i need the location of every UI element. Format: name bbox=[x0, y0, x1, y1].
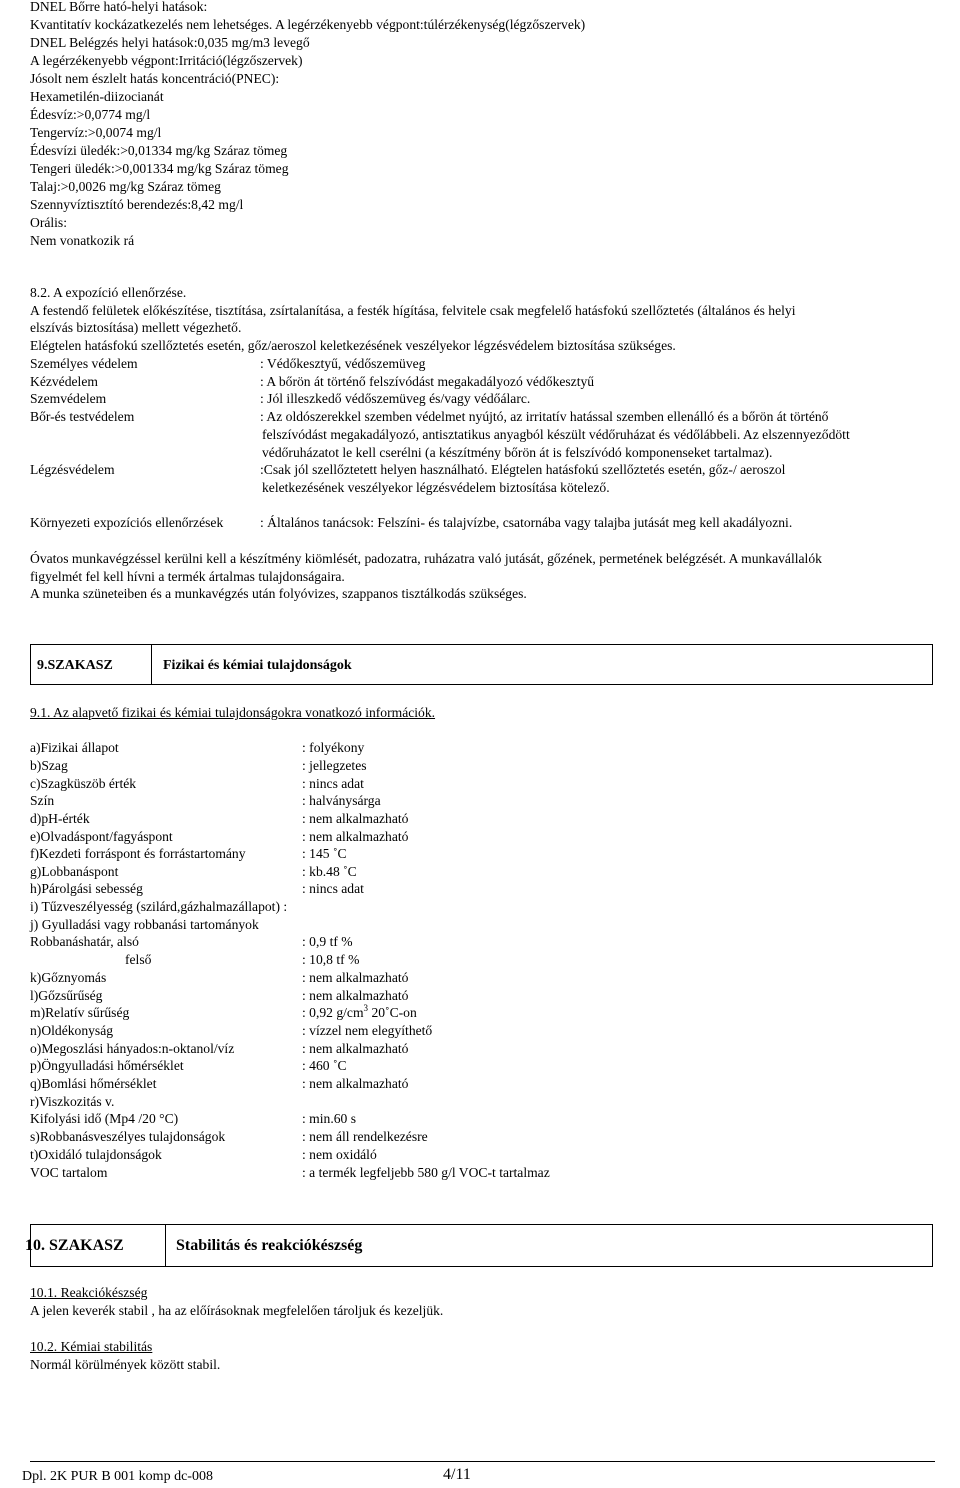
section-10-header-box bbox=[25, 1224, 933, 1267]
property-value bbox=[302, 1146, 377, 1164]
section-number: 9.SZAKASZ bbox=[37, 658, 113, 673]
property-value bbox=[302, 969, 408, 987]
text-line: Édesvíz:>0,0774 mg/l bbox=[30, 107, 151, 122]
property-label: o)Megoszlási hányados:n-oktanol/víz bbox=[30, 1041, 235, 1056]
protection-value: : Általános tanácsok: Felszíni- és talajvízbe, csatornába vagy talajba jutását meg kell akadályozni. bbox=[260, 515, 793, 530]
text-line: DNEL Belégzés helyi hatások:0,035 mg/m3 levegő bbox=[30, 35, 310, 50]
property-label: j) Gyulladási vagy robbanási tartományok bbox=[30, 917, 259, 932]
property-value-text: : 10,8 tf % bbox=[302, 952, 360, 967]
property-label: p)Öngyulladási hőmérséklet bbox=[30, 1058, 184, 1073]
property-label: Szín bbox=[30, 793, 55, 808]
property-value-text: : nem áll rendelkezésre bbox=[302, 1129, 428, 1144]
property-value-text: : nem alkalmazható bbox=[302, 970, 409, 985]
property-value-suffix: 20˚C-on bbox=[368, 1005, 417, 1020]
property-value bbox=[302, 951, 359, 969]
protection-label: Légzésvédelem bbox=[30, 462, 115, 477]
text-line: Kvantitatív kockázatkezelés nem lehetséges. A legérzékenyebb végpont:túlérzékenység(légzőszervek) bbox=[30, 17, 586, 32]
footer-doc-id: Dpl. 2K PUR B 001 komp dc-008 bbox=[22, 1469, 213, 1484]
property-label: i) Tűzveszélyesség (szilárd,gázhalmazállapot) : bbox=[30, 899, 288, 914]
property-value-text: : min.60 s bbox=[302, 1111, 357, 1126]
protection-value: védőruházatot le kell cserélni (a készítmény bőrön át is felszívódó komponenseket tartalmaz). bbox=[262, 445, 773, 460]
property-value-text: : folyékony bbox=[302, 740, 365, 755]
property-label: e)Olvadáspont/fagyáspont bbox=[30, 829, 173, 844]
property-value bbox=[302, 880, 364, 898]
property-label: felső bbox=[125, 952, 152, 967]
property-label: l)Gőzsűrűség bbox=[30, 988, 103, 1003]
property-value bbox=[302, 1022, 432, 1040]
text-line: Nem vonatkozik rá bbox=[30, 233, 135, 248]
protection-label: Környezeti expozíciós ellenőrzések bbox=[30, 515, 224, 530]
property-value bbox=[302, 810, 408, 828]
property-value-text: : a termék legfeljebb 580 g/l VOC-t tartalmaz bbox=[302, 1165, 550, 1180]
property-value-text: : 0,9 tf % bbox=[302, 934, 353, 949]
property-value bbox=[302, 739, 364, 757]
protection-value: : Az oldószerekkel szemben védelmet nyújtó, az irritatív hatással szemben ellenálló és a bőrön át történő bbox=[260, 409, 829, 424]
text-line: Hexametilén-diizocianát bbox=[30, 89, 164, 104]
section-9-1-heading: 9.1. Az alapvető fizikai és kémiai tulajdonságokra vonatkozó információk. bbox=[30, 705, 436, 720]
property-label: VOC tartalom bbox=[30, 1165, 108, 1180]
property-value bbox=[302, 757, 367, 775]
paragraph-line: A festendő felületek előkészítése, tisztítása, zsírtalanítása, a festék hígítása, felvitele csak megfelelő hatásfokú szellőztetés (általános és helyi bbox=[30, 303, 796, 318]
text-line: Tengervíz:>0,0074 mg/l bbox=[30, 125, 162, 140]
protection-value: : A bőrön át történő felszívódást megakadályozó védőkesztyű bbox=[260, 374, 595, 389]
protection-label: Kézvédelem bbox=[30, 374, 98, 389]
protection-value: : Jól illeszkedő védőszemüveg és/vagy védőálarc. bbox=[260, 391, 531, 406]
paragraph-line: A munka szüneteiben és a munkavégzés után folyóvizes, szappanos tisztálkodás szükséges. bbox=[30, 586, 527, 601]
paragraph-line: figyelmét fel kell hívni a termék ártalmas tulajdonságaira. bbox=[30, 569, 345, 584]
property-value-text: : kb.48 ˚C bbox=[302, 864, 357, 879]
text-line: Édesvízi üledék:>0,01334 mg/kg Száraz tömeg bbox=[30, 143, 288, 158]
property-value-text: : 0,92 g/cm bbox=[302, 1005, 364, 1020]
property-label: d)pH-érték bbox=[30, 811, 90, 826]
text-line: Tengeri üledék:>0,001334 mg/kg Száraz tömeg bbox=[30, 161, 289, 176]
property-value-text: : 460 ˚C bbox=[302, 1058, 347, 1073]
property-value bbox=[302, 1110, 356, 1128]
property-label: Kifolyási idő (Mp4 /20 °C) bbox=[30, 1111, 179, 1126]
paragraph-line: elszívás biztosítása) mellett végezhető. bbox=[30, 320, 242, 335]
text-line: Jósolt nem észlelt hatás koncentráció(PNEC): bbox=[30, 71, 280, 86]
property-value bbox=[302, 775, 364, 793]
property-value bbox=[302, 845, 347, 863]
divider bbox=[151, 645, 152, 684]
property-value-text: : nem alkalmazható bbox=[302, 988, 409, 1003]
section-title: Stabilitás és reakciókészség bbox=[176, 1237, 363, 1254]
protection-label: Bőr-és testvédelem bbox=[30, 409, 135, 424]
section-8-2-heading: 8.2. A expozíció ellenőrzése. bbox=[30, 285, 187, 300]
property-label: s)Robbanásveszélyes tulajdonságok bbox=[30, 1129, 226, 1144]
property-value bbox=[302, 1128, 428, 1146]
property-value bbox=[302, 1164, 550, 1182]
protection-value: :Csak jól szellőztetett helyen használható. Elégtelen hatásfokú szellőztetés esetén, gőz-/ aeroszol bbox=[260, 462, 786, 477]
property-label: c)Szagküszöb érték bbox=[30, 776, 137, 791]
protection-value: felszívódást megakadályozó, antisztatikus anyagból készült védőruházat és védőlábbeli. Az elszennyeződött bbox=[262, 427, 850, 442]
property-label: r)Viszkozitás v. bbox=[30, 1094, 115, 1109]
property-label: h)Párolgási sebesség bbox=[30, 881, 143, 896]
paragraph-line: A jelen keverék stabil , ha az előírásoknak megfelelően tároljuk és kezeljük. bbox=[30, 1303, 444, 1318]
property-value bbox=[302, 1040, 408, 1058]
text-line: A legérzékenyebb végpont:Irritáció(légzőszervek) bbox=[30, 53, 303, 68]
footer-page-number: 4/11 bbox=[443, 1466, 471, 1483]
property-label: t)Oxidáló tulajdonságok bbox=[30, 1147, 162, 1162]
property-value bbox=[302, 792, 381, 810]
property-value bbox=[302, 1075, 408, 1093]
property-value bbox=[302, 828, 408, 846]
property-value-text: : nem alkalmazható bbox=[302, 811, 409, 826]
property-value bbox=[302, 933, 353, 951]
property-value-text: : nem alkalmazható bbox=[302, 829, 409, 844]
property-label: b)Szag bbox=[30, 758, 68, 773]
property-value bbox=[302, 863, 357, 881]
property-value-text: : vízzel nem elegyíthető bbox=[302, 1023, 433, 1038]
property-label: Robbanáshatár, alsó bbox=[30, 934, 139, 949]
property-label: m)Relatív sűrűség bbox=[30, 1005, 130, 1020]
unit-superscript: 3 bbox=[363, 1003, 369, 1013]
property-value-text: : nem alkalmazható bbox=[302, 1076, 409, 1091]
property-label: a)Fizikai állapot bbox=[30, 740, 119, 755]
divider bbox=[165, 1225, 166, 1266]
property-value-text: : halványsárga bbox=[302, 793, 381, 808]
subsection-heading: 10.1. Reakciókészség bbox=[30, 1285, 148, 1300]
protection-value: keletkezésének veszélyekor légzésvédelem biztosítása kötelező. bbox=[262, 480, 610, 495]
text-line: Orális: bbox=[30, 215, 67, 230]
property-label: k)Gőznyomás bbox=[30, 970, 107, 985]
property-value bbox=[302, 1004, 417, 1022]
section-title: Fizikai és kémiai tulajdonságok bbox=[163, 658, 352, 673]
property-label: n)Oldékonyság bbox=[30, 1023, 114, 1038]
text-line: Talaj:>0,0026 mg/kg Száraz tömeg bbox=[30, 179, 221, 194]
property-value-text: : 145 ˚C bbox=[302, 846, 347, 861]
property-value-text: : nem alkalmazható bbox=[302, 1041, 409, 1056]
protection-value: : Védőkesztyű, védőszemüveg bbox=[260, 356, 426, 371]
section-9-header-box bbox=[30, 644, 933, 685]
footer-rule bbox=[30, 1461, 935, 1462]
paragraph-line: Óvatos munkavégzéssel kerülni kell a készítmény kiömlését, padozatra, ruházatra való jutását, gőzének, permetének belégzését. A munkavállalók bbox=[30, 551, 822, 566]
text-line: DNEL Bőrre ható-helyi hatások: bbox=[30, 0, 208, 14]
property-value bbox=[302, 1057, 347, 1075]
subsection-heading: 10.2. Kémiai stabilitás bbox=[30, 1339, 153, 1354]
property-label: f)Kezdeti forráspont és forrástartomány bbox=[30, 846, 246, 861]
property-label: q)Bomlási hőmérséklet bbox=[30, 1076, 157, 1091]
paragraph-line: Normál körülmények között stabil. bbox=[30, 1357, 221, 1372]
section-number: 10. SZAKASZ bbox=[25, 1237, 124, 1254]
property-label: g)Lobbanáspont bbox=[30, 864, 119, 879]
property-value-text: : nem oxidáló bbox=[302, 1147, 377, 1162]
paragraph-line: Elégtelen hatásfokú szellőztetés esetén, gőz/aeroszol keletkezésének veszélyekor légzésvédelem biztosítása szükséges. bbox=[30, 338, 676, 353]
property-value-text: : nincs adat bbox=[302, 776, 364, 791]
protection-label: Személyes védelem bbox=[30, 356, 138, 371]
text-line: Szennyvíztisztító berendezés:8,42 mg/l bbox=[30, 197, 244, 212]
protection-label: Szemvédelem bbox=[30, 391, 107, 406]
property-value bbox=[302, 987, 408, 1005]
property-value-text: : nincs adat bbox=[302, 881, 364, 896]
property-value-text: : jellegzetes bbox=[302, 758, 367, 773]
